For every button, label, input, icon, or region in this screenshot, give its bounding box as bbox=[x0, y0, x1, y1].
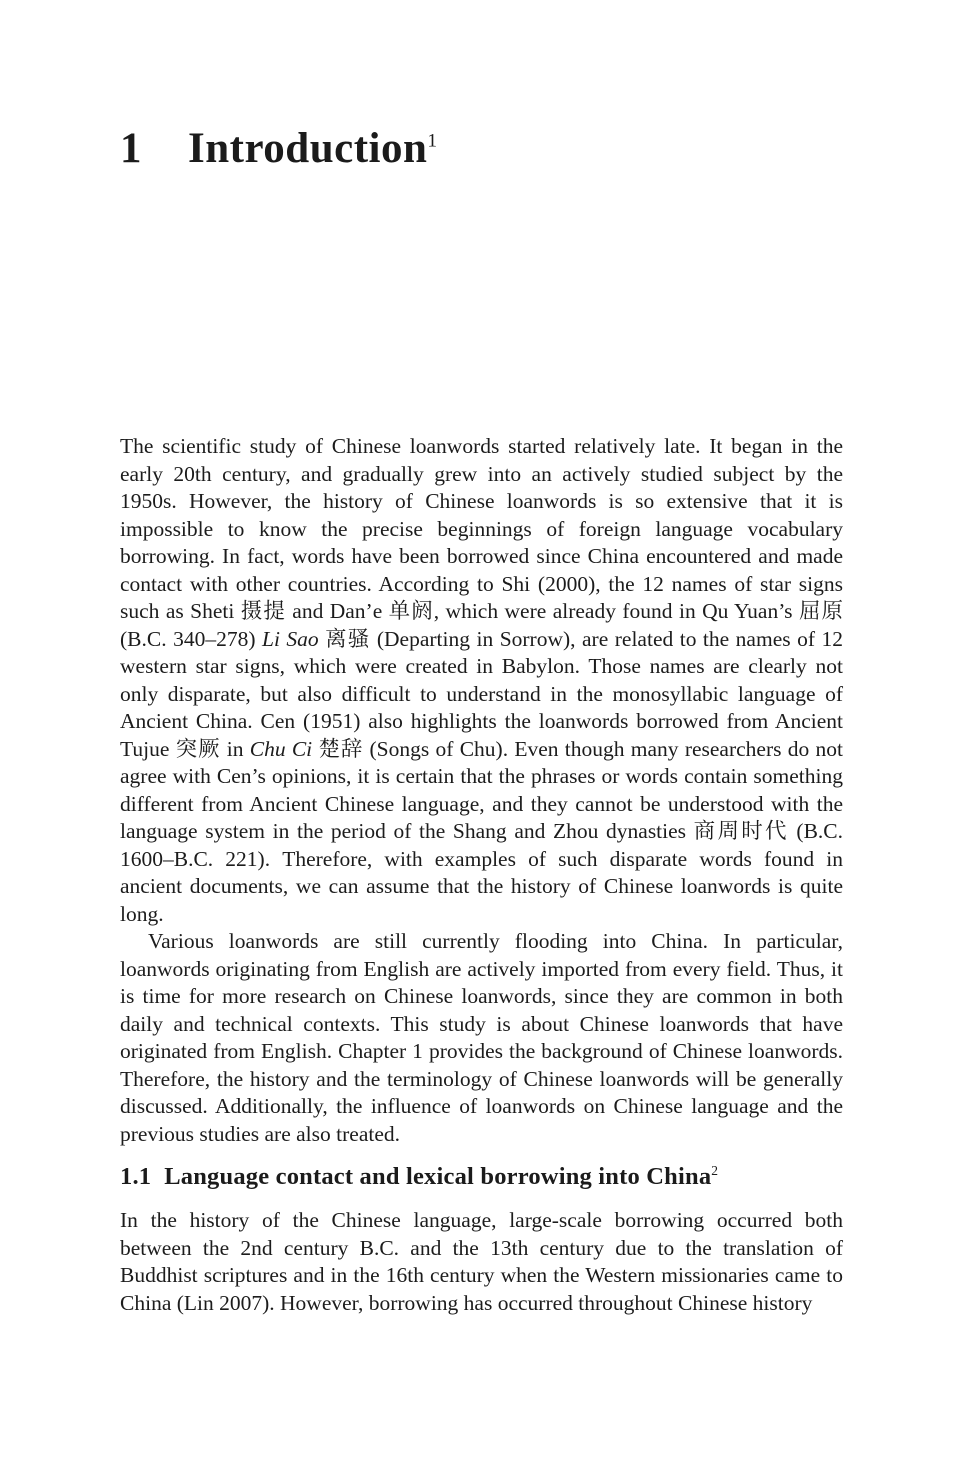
paragraph-2: Various loanwords are still currently flooding into China. In particular, loanwords originating from English are actively imported from every field. Thus, it is time for more research on Chinese loanwords, since they are common in both daily and technical contexts. This study is about Chinese loanwords that have originated from English. Chapter 1 provides the background of Chinese loanwords. Therefore, the history and the terminology of Chinese loanwords will be generally discussed. Additionally, the influence of loanwords on Chinese language and the previous studies are also treated. bbox=[120, 929, 843, 1146]
section-text-block bbox=[120, 1207, 843, 1317]
paragraph-1-segment-1: The scientific study of Chinese loanwords started relatively late. It began in the early 20th century, and gradually grew into an actively studied subject by the 1950s. However, the history of Chinese loanwords is so extensive that it is impossible to know the precise beginnings of foreign language vocabulary borrowing. In fact, words have been borrowed since China encountered and made contact with other countries. According to Shi (2000), the 12 names of star signs such as Sheti 摄提 and Dan’e 单阏, which were already found in Qu Yuan’s 屈原 (B.C. 340–278) bbox=[120, 434, 843, 651]
chapter-footnote-marker: 1 bbox=[427, 130, 438, 152]
section-title: Language contact and lexical borrowing into China bbox=[164, 1163, 712, 1190]
paragraph-1-segment-2: 离骚 (Departing in Sorrow), are related to the names of 12 western star signs, which were created in Babylon. Those names are clearly not only disparate, but also difficult to understand in the monosyllabic language of Ancient China. Cen (1951) also highlights the loanwords borrowed from Ancient Tujue 突厥 in bbox=[120, 626, 843, 761]
chapter-heading bbox=[120, 124, 438, 173]
paragraph-1 bbox=[120, 433, 843, 928]
chapter-title: Introduction bbox=[188, 125, 428, 172]
chu-ci-italic-title: Chu Ci bbox=[249, 736, 313, 761]
section-footnote-marker: 2 bbox=[711, 1162, 719, 1178]
paragraph-3: In the history of the Chinese language, large-scale borrowing occurred both between the 2nd century B.C. and the 13th century due to the translation of Buddhist scriptures and in the 16th century when the Western missionaries came to China (Lin 2007). However, borrowing has occurred throughout Chinese history bbox=[120, 1208, 843, 1315]
section-number: 1.1 bbox=[120, 1163, 152, 1190]
section-heading bbox=[120, 1163, 718, 1191]
li-sao-italic-title: Li Sao bbox=[261, 626, 319, 651]
chapter-number: 1 bbox=[120, 125, 142, 172]
paragraph-1-segment-3: 楚辞 (Songs of Chu). Even though many researchers do not agree with Cen’s opinions, it is certain that the phrases or words contain something different from Ancient Chinese language, and they cannot be understood with the language system in the period of the Shang and Zhou dynasties 商周时代 (B.C. 1600–B.C. 221). Therefore, with examples of such disparate words found in ancient documents, we can assume that the history of Chinese loanwords is quite long. bbox=[120, 736, 844, 926]
intro-text-block bbox=[120, 433, 843, 1148]
